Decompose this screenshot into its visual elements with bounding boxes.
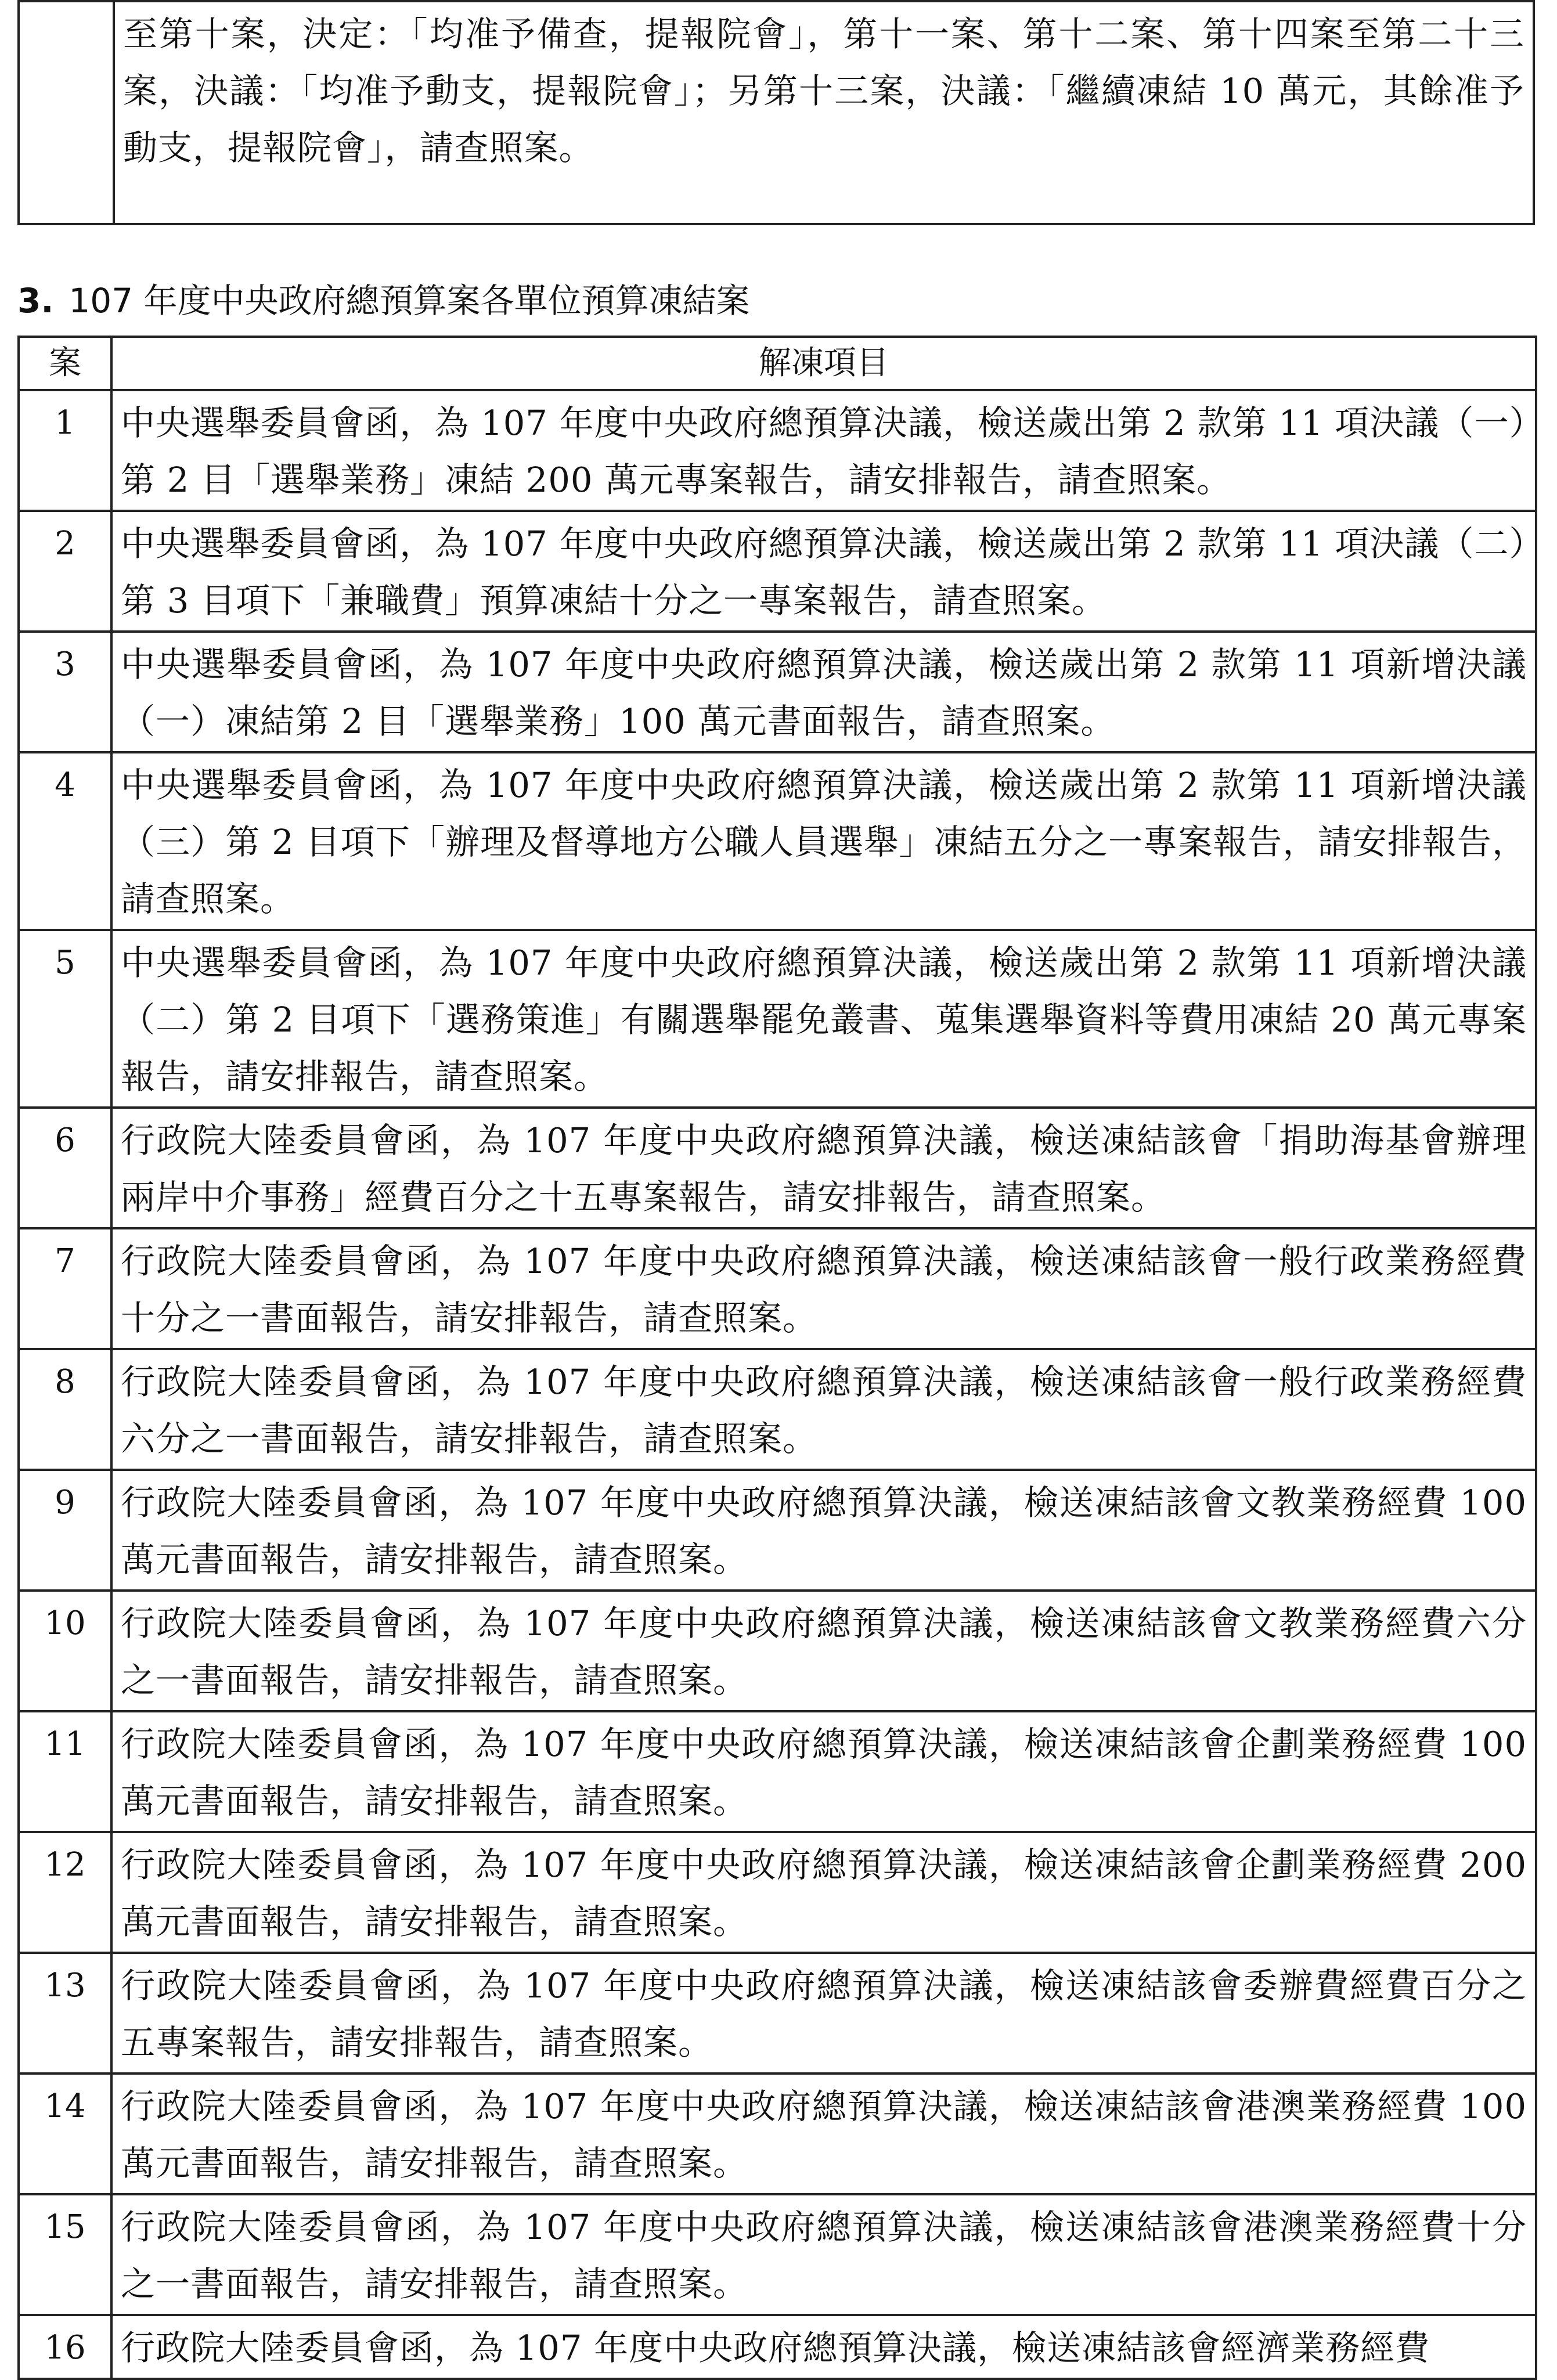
- case-description-cell: [111, 390, 1536, 511]
- case-description-cell: [111, 1108, 1536, 1228]
- case-description: 中央選舉委員會函，為 107 年度中央政府總預算決議，檢送歲出第 2 款第 11 項決議（一）第 2 目「選舉業務」凍結 200 萬元專案報告，請安排報告，請查照案。: [121, 403, 1527, 500]
- case-number: 1: [19, 390, 111, 511]
- header-case: 案: [19, 337, 111, 390]
- case-description: 中央選舉委員會函，為 107 年度中央政府總預算決議，檢送歲出第 2 款第 11 項決議（二）第 3 目項下「兼職費」預算凍結十分之一專案報告，請查照案。: [121, 524, 1527, 621]
- table-row: [19, 1349, 1536, 1470]
- case-number: 10: [19, 1591, 111, 1711]
- case-description-cell: [111, 752, 1536, 930]
- case-description: 中央選舉委員會函，為 107 年度中央政府總預算決議，檢送歲出第 2 款第 11 項新增決議（三）第 2 目項下「辦理及督導地方公職人員選舉」凍結五分之一專案報告，請安排報告，請查照案。: [121, 765, 1527, 919]
- case-description: 行政院大陸委員會函，為 107 年度中央政府總預算決議，檢送凍結該會一般行政業務經費十分之一書面報告，請安排報告，請查照案。: [121, 1241, 1527, 1338]
- table-row: [19, 2074, 1536, 2194]
- case-description: 中央選舉委員會函，為 107 年度中央政府總預算決議，檢送歲出第 2 款第 11 項新增決議（一）凍結第 2 目「選舉業務」100 萬元書面報告，請查照案。: [121, 644, 1527, 741]
- table-row: [19, 511, 1536, 632]
- header-item: 解凍項目: [111, 337, 1536, 390]
- budget-freeze-table: [17, 336, 1537, 2380]
- case-description: 行政院大陸委員會函，為 107 年度中央政府總預算決議，檢送凍結該會文教業務經費六分之一書面報告，請安排報告，請查照案。: [121, 1603, 1527, 1700]
- table-row: [19, 752, 1536, 930]
- case-description: 行政院大陸委員會函，為 107 年度中央政府總預算決議，檢送凍結該會經濟業務經費: [121, 2328, 1430, 2368]
- section-heading: [17, 277, 750, 324]
- case-description-cell: [111, 632, 1536, 752]
- case-description-cell: [111, 1832, 1536, 1953]
- case-description-cell: [111, 1228, 1536, 1349]
- case-number: 12: [19, 1832, 111, 1953]
- case-description-cell: [111, 1470, 1536, 1591]
- case-number: 7: [19, 1228, 111, 1349]
- table-body: [19, 390, 1536, 2379]
- table-row: [19, 1591, 1536, 1711]
- case-description-cell: [111, 930, 1536, 1108]
- case-description-cell: [111, 511, 1536, 632]
- table-row: [19, 632, 1536, 752]
- case-number: 13: [19, 1953, 111, 2074]
- case-number: 11: [19, 1711, 111, 1832]
- case-description-cell: [111, 1711, 1536, 1832]
- table-row: [19, 1470, 1536, 1591]
- table-row: [19, 1711, 1536, 1832]
- continued-text-cell: [114, 1, 1534, 224]
- table-header-row: [19, 337, 1536, 390]
- case-description-cell: [111, 1953, 1536, 2074]
- case-number: 3: [19, 632, 111, 752]
- table-row: [19, 1228, 1536, 1349]
- case-description-cell: [111, 2074, 1536, 2194]
- case-description-cell: [111, 1349, 1536, 1470]
- case-description: 行政院大陸委員會函，為 107 年度中央政府總預算決議，檢送凍結該會港澳業務經費 100 萬元書面報告，請安排報告，請查照案。: [121, 2086, 1527, 2183]
- table-row: [19, 390, 1536, 511]
- continued-row: [19, 1, 1534, 224]
- case-number: 14: [19, 2074, 111, 2194]
- continued-table: [17, 0, 1535, 225]
- case-description: 中央選舉委員會函，為 107 年度中央政府總預算決議，檢送歲出第 2 款第 11 項新增決議（二）第 2 目項下「選務策進」有關選舉罷免叢書、蒐集選舉資料等費用凍結 20 萬元專案報告，請安排報告，請查照案。: [121, 943, 1527, 1097]
- case-number: 5: [19, 930, 111, 1108]
- table-row: [19, 1108, 1536, 1228]
- case-number: 6: [19, 1108, 111, 1228]
- case-number: 2: [19, 511, 111, 632]
- case-description-cell: [111, 2194, 1536, 2315]
- continued-text: 至第十案，決定：「均准予備查，提報院會」，第十一案、第十二案、第十四案至第二十三案，決議：「均准予動支，提報院會」；另第十三案，決議：「繼續凍結 10 萬元，其餘准予動支，提報院會」，請查照案。: [123, 14, 1524, 168]
- continued-case-cell: [19, 1, 114, 224]
- case-number: 9: [19, 1470, 111, 1591]
- case-description: 行政院大陸委員會函，為 107 年度中央政府總預算決議，檢送凍結該會文教業務經費 100 萬元書面報告，請安排報告，請查照案。: [121, 1483, 1527, 1580]
- case-description: 行政院大陸委員會函，為 107 年度中央政府總預算決議，檢送凍結該會委辦費經費百分之五專案報告，請安排報告，請查照案。: [121, 1966, 1527, 2062]
- table-row: [19, 930, 1536, 1108]
- case-description-cell: [111, 1591, 1536, 1711]
- case-description: 行政院大陸委員會函，為 107 年度中央政府總預算決議，檢送凍結該會企劃業務經費 200 萬元書面報告，請安排報告，請查照案。: [121, 1845, 1527, 1942]
- case-number: 16: [19, 2315, 111, 2379]
- table-row: [19, 2315, 1536, 2379]
- case-description: 行政院大陸委員會函，為 107 年度中央政府總預算決議，檢送凍結該會一般行政業務經費六分之一書面報告，請安排報告，請查照案。: [121, 1362, 1527, 1459]
- case-description: 行政院大陸委員會函，為 107 年度中央政府總預算決議，檢送凍結該會港澳業務經費十分之一書面報告，請安排報告，請查照案。: [121, 2207, 1527, 2304]
- table-row: [19, 1832, 1536, 1953]
- table-row: [19, 2194, 1536, 2315]
- table-row: [19, 1953, 1536, 2074]
- case-description: 行政院大陸委員會函，為 107 年度中央政府總預算決議，檢送凍結該會企劃業務經費 100 萬元書面報告，請安排報告，請查照案。: [121, 1724, 1527, 1821]
- section-title: 107 年度中央政府總預算案各單位預算凍結案: [69, 281, 750, 320]
- case-number: 8: [19, 1349, 111, 1470]
- case-description: 行政院大陸委員會函，為 107 年度中央政府總預算決議，檢送凍結該會「捐助海基會辦理兩岸中介事務」經費百分之十五專案報告，請安排報告，請查照案。: [121, 1120, 1527, 1217]
- case-number: 4: [19, 752, 111, 930]
- case-description-cell: [111, 2315, 1536, 2379]
- case-number: 15: [19, 2194, 111, 2315]
- section-number: 3.: [17, 281, 54, 320]
